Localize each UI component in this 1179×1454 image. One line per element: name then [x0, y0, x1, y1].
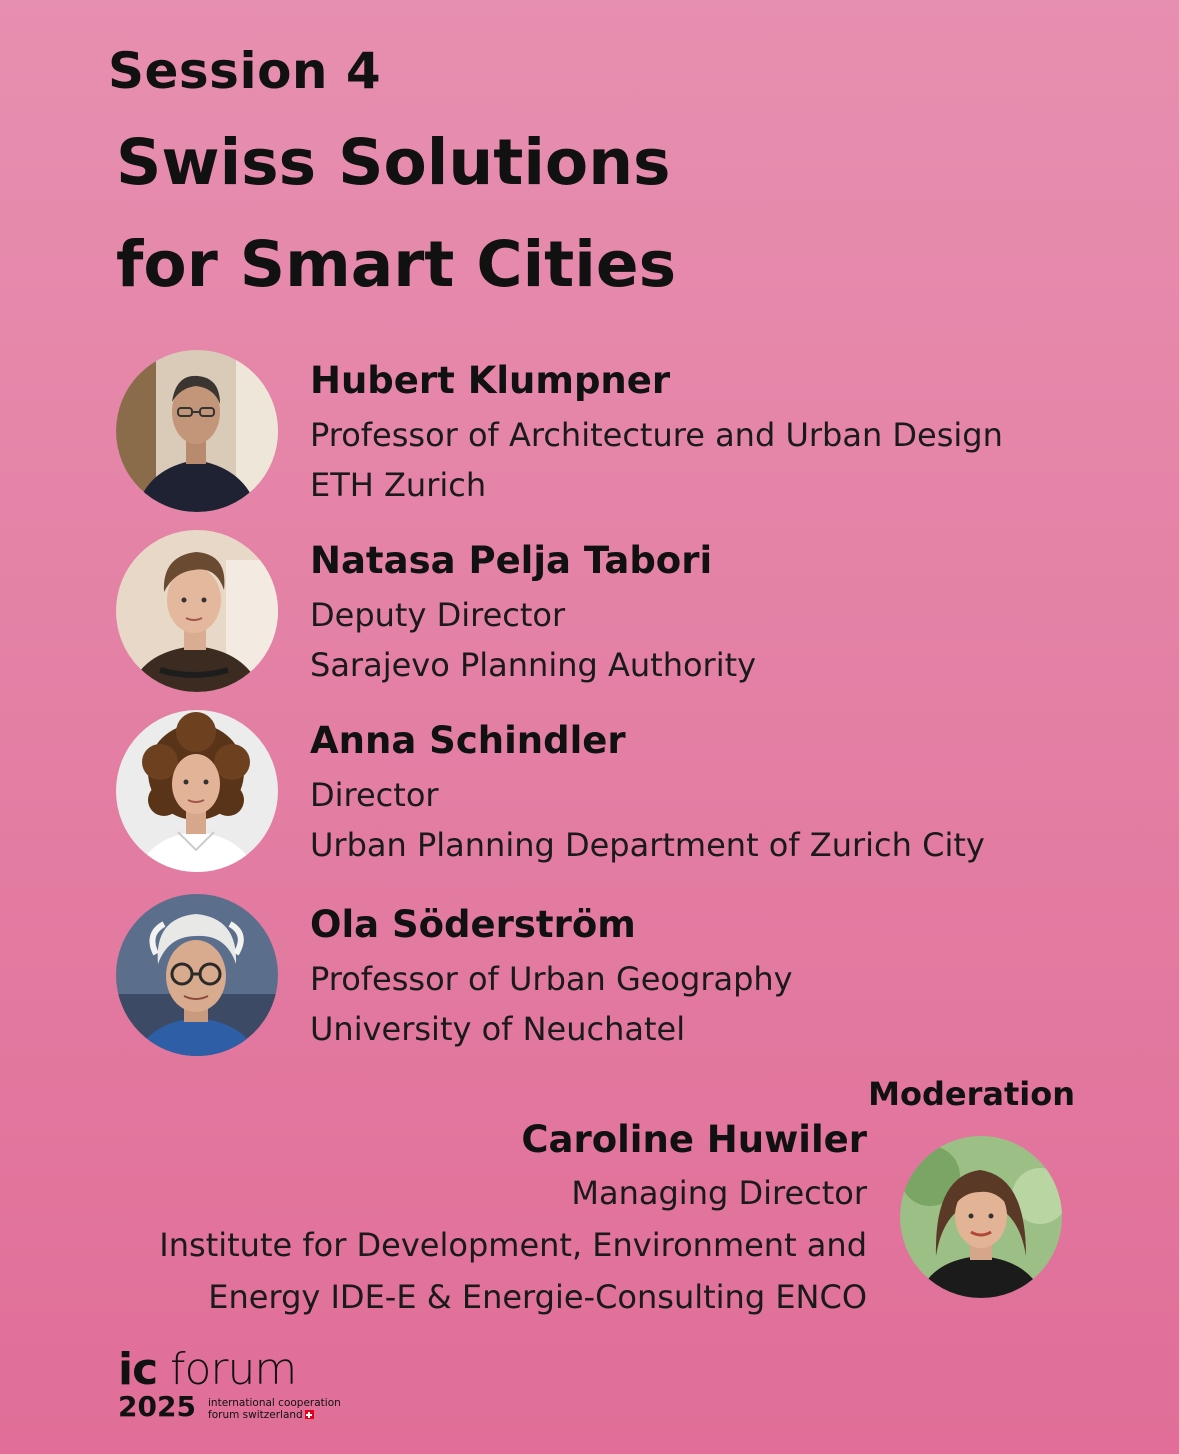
- icforum-logo: [118, 1346, 418, 1426]
- moderation-label: Moderation: [868, 1075, 1075, 1113]
- speaker-role: Director: [310, 776, 439, 814]
- speaker-photo-hubert: [116, 350, 278, 512]
- moderator-org-line-2: Energy IDE-E & Energie-Consulting ENCO: [208, 1278, 867, 1316]
- moderator-info: [159, 1117, 867, 1323]
- moderator-name: Caroline Huwiler: [521, 1118, 867, 1161]
- speaker-name: Hubert Klumpner: [310, 359, 671, 402]
- speaker-name: Anna Schindler: [310, 719, 626, 762]
- speaker-role: Professor of Urban Geography: [310, 960, 793, 998]
- title-line-2: for Smart Cities: [116, 228, 677, 301]
- logo-tagline-line-2: [208, 1409, 378, 1421]
- speaker-photo-ola: [116, 894, 278, 1056]
- speaker-org: University of Neuchatel: [310, 1010, 686, 1048]
- moderator-role: Managing Director: [571, 1174, 867, 1212]
- swiss-cross-icon: [305, 1410, 314, 1419]
- logo-year: 2025: [118, 1390, 196, 1423]
- speaker-photo-anna: [116, 710, 278, 872]
- speaker-card: [116, 530, 1116, 695]
- logo-tagline: [208, 1397, 378, 1421]
- speaker-role: Deputy Director: [310, 596, 566, 634]
- logo-tagline-line-2-text: forum switzerland: [208, 1409, 303, 1421]
- speaker-org: ETH Zurich: [310, 466, 487, 504]
- speaker-card: [116, 350, 1116, 515]
- moderator-org-line-1: Institute for Development, Environment and: [159, 1226, 867, 1264]
- logo-tagline-line-1: international cooperation: [208, 1397, 341, 1409]
- logo-ic-text: ic: [118, 1344, 158, 1395]
- speaker-card: [116, 894, 1116, 1059]
- page-title: [116, 112, 816, 316]
- speaker-org: Urban Planning Department of Zurich City: [310, 826, 985, 864]
- speaker-photo-natasa: [116, 530, 278, 692]
- speaker-org: Sarajevo Planning Authority: [310, 646, 757, 684]
- title-line-1: Swiss Solutions: [116, 126, 671, 199]
- speaker-role: Professor of Architecture and Urban Design: [310, 416, 1003, 454]
- speaker-name: Natasa Pelja Tabori: [310, 539, 713, 582]
- moderator-photo: [900, 1136, 1062, 1298]
- session-label: Session 4: [108, 42, 382, 100]
- speaker-card: [116, 710, 1116, 875]
- logo-forum-text: forum: [170, 1344, 297, 1395]
- speaker-name: Ola Söderström: [310, 903, 636, 946]
